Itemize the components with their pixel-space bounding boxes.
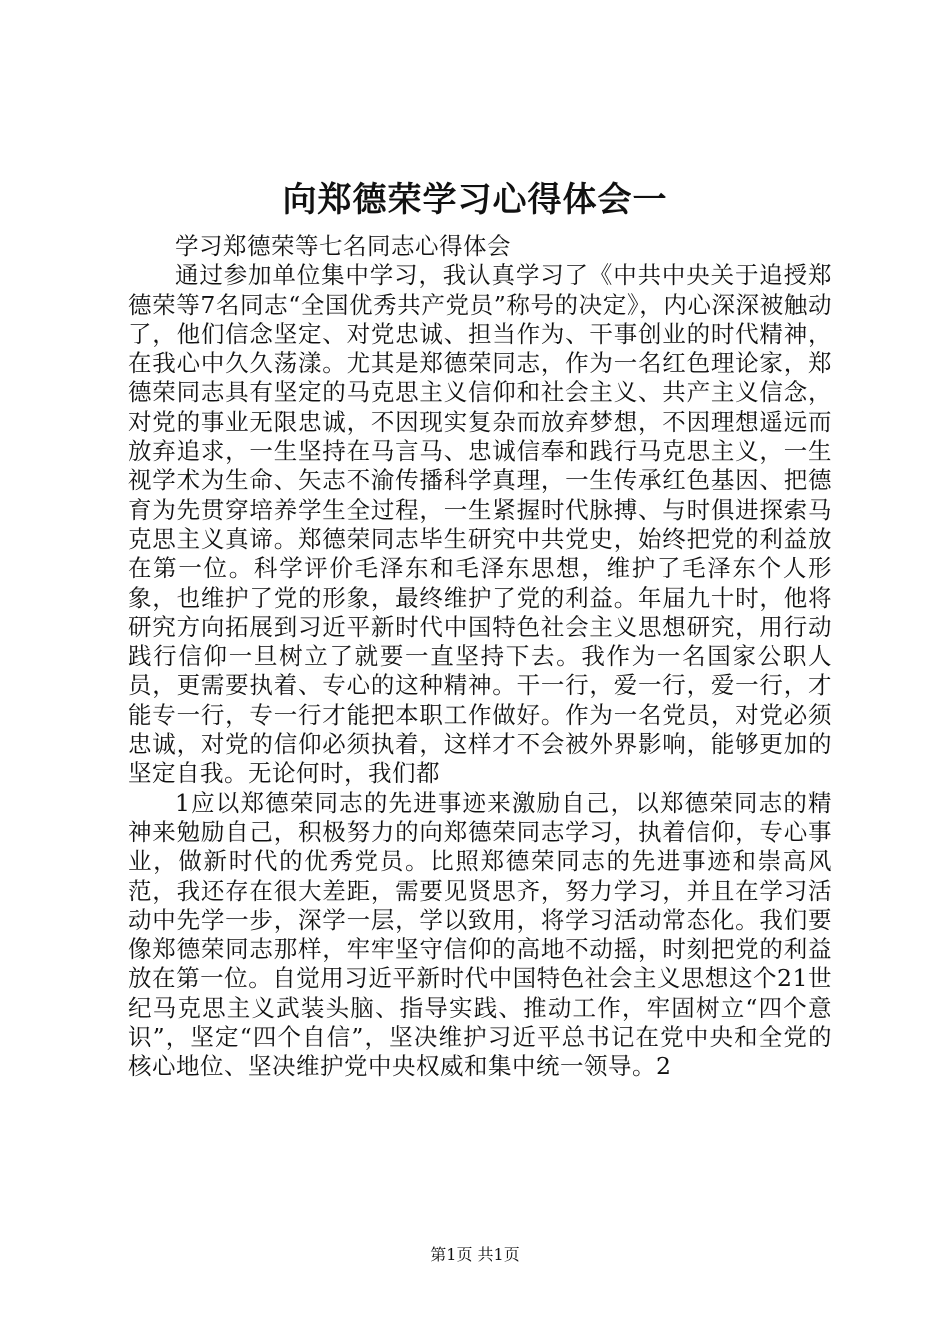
page-footer: 第1页 共1页	[430, 1245, 520, 1264]
document-title: 向郑德荣学习心得体会一	[282, 180, 668, 220]
body-paragraph: 1应以郑德荣同志的先进事迹来激励自己，以郑德荣同志的精神来勉励自己，积极努力的向郑德荣同志学习，执着信仰，专心事业，做新时代的优秀党员。比照郑德荣同志的先进事迹和崇高风范，我还存在很大差距，需要见贤思齐，努力学习，并且在学习活动中先学一步，深学一层，学以致用，将学习活动常态化。我们要像郑德荣同志那样，牢牢坚守信仰的高地不动摇，时刻把党的利益放在第一位。自觉用习近平新时代中国特色社会主义思想这个21世纪马克思主义武装头脑、指导实践、推动工作，牢固树立“四个意识”，坚定“四个自信”，坚决维护习近平总书记在党中央和全党的核心地位、坚决维护党中央权威和集中统一领导。2	[128, 788, 832, 1081]
body-paragraph: 通过参加单位集中学习，我认真学习了《中共中央关于追授郑德荣等7名同志“全国优秀共产党员”称号的决定》，内心深深被触动了，他们信念坚定、对党忠诚、担当作为、干事创业的时代精神，在我心中久久荡漾。尤其是郑德荣同志，作为一名红色理论家，郑德荣同志具有坚定的马克思主义信仰和社会主义、共产主义信念，对党的事业无限忠诚，不因现实复杂而放弃梦想，不因理想遥远而放弃追求，一生坚持在马言马、忠诚信奉和践行马克思主义，一生视学术为生命、矢志不渝传播科学真理，一生传承红色基因、把德育为先贯穿培养学生全过程，一生紧握时代脉搏、与时俱进探索马克思主义真谛。郑德荣同志毕生研究中共党史，始终把党的利益放在第一位。科学评价毛泽东和毛泽东思想，维护了毛泽东个人形象，也维护了党的形象，最终维护了党的利益。年届九十时，他将研究方向拓展到习近平新时代中国特色社会主义思想研究，用行动践行信仰一旦树立了就要一直坚持下去。我作为一名国家公职人员，更需要执着、专心的这种精神。干一行，爱一行，爱一行，才能专一行，专一行才能把本职工作做好。作为一名党员，对党必须忠诚，对党的信仰必须执着，这样才不会被外界影响，能够更加的坚定自我。无论何时，我们都	[128, 261, 832, 788]
document-subheading: 学习郑德荣等七名同志心得体会	[175, 232, 511, 260]
document-body	[128, 232, 832, 1082]
